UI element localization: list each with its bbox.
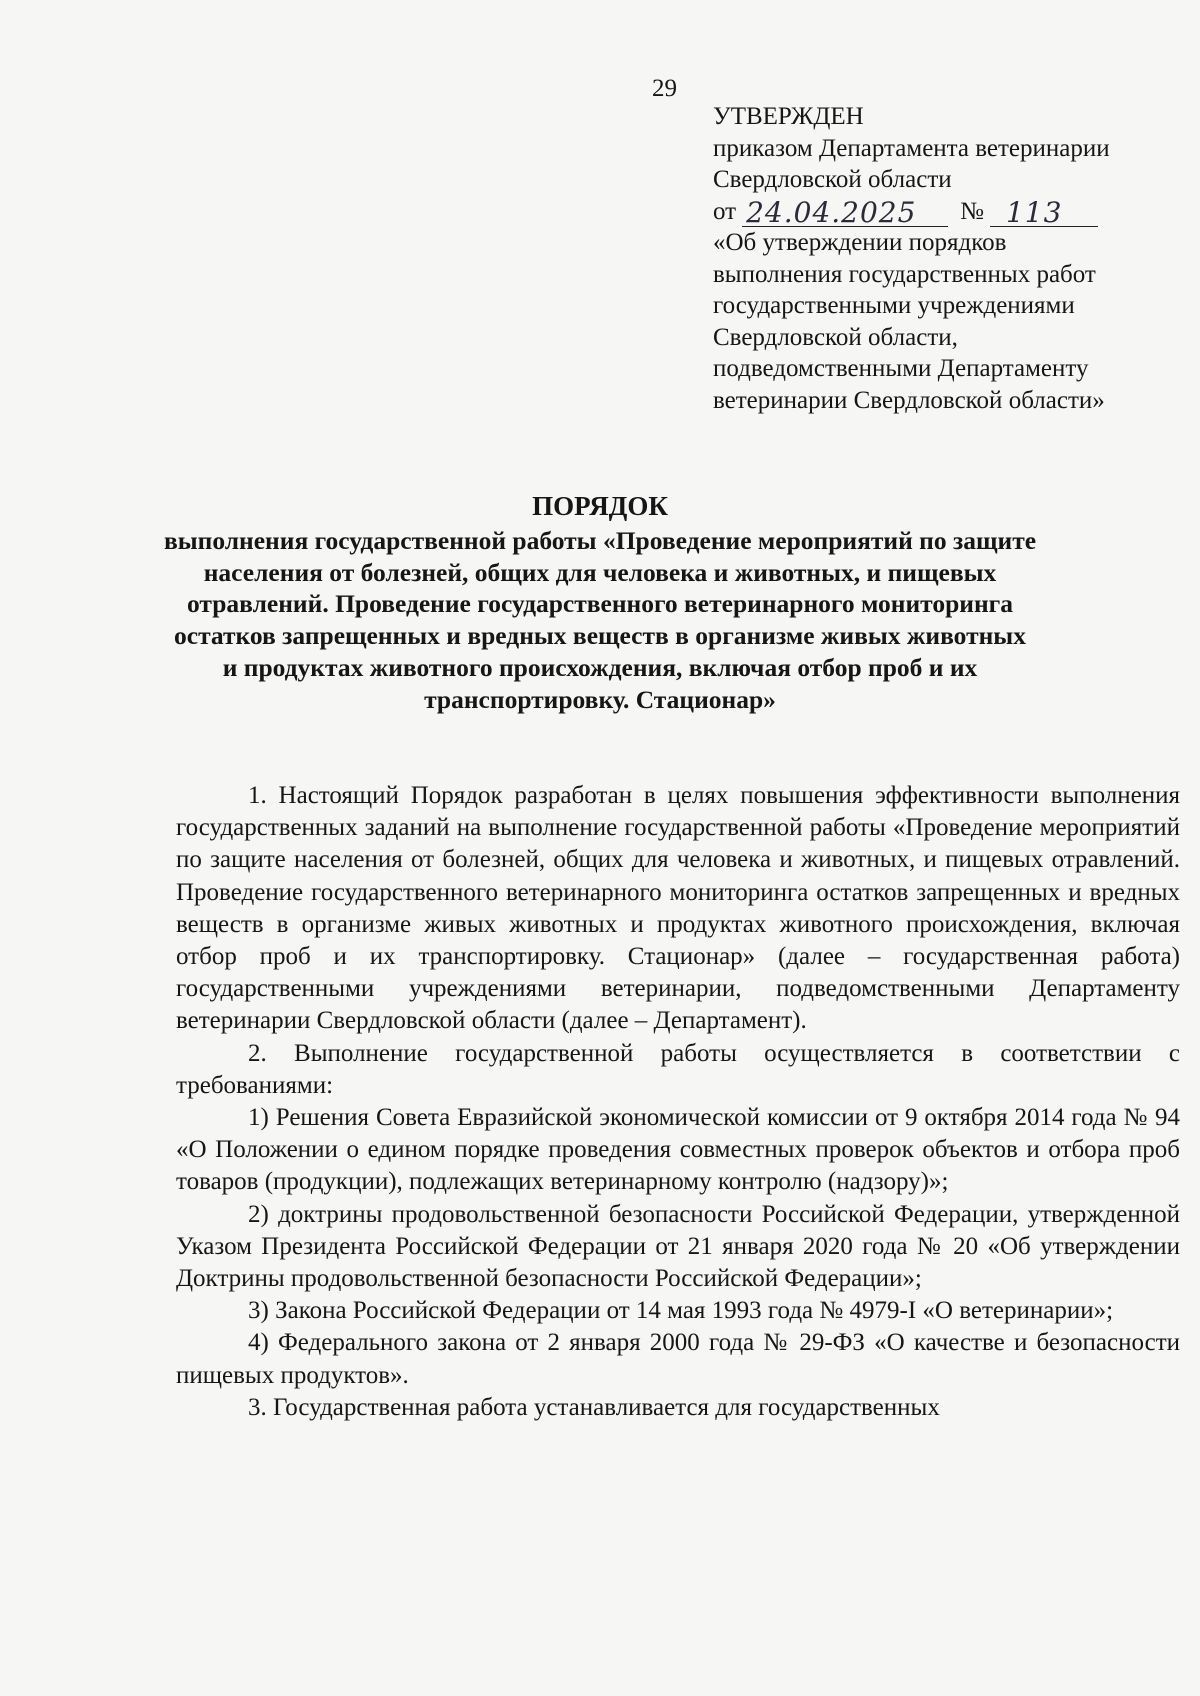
- document-title-line: транспортировку. Стационар»: [424, 684, 776, 714]
- document-title-line: остатков запрещенных и вредных веществ в организме живых животных: [174, 621, 1026, 651]
- document-title-line: и продуктах животного происхождения, включая отбор проб и их: [222, 652, 978, 682]
- order-title-line: «Об утверждении порядков: [713, 229, 1007, 256]
- order-title-line: ветеринарии Свердловской области»: [713, 386, 1105, 414]
- body-paragraph: 1) Решения Совета Евразийской экономической комиссии от 9 октября 2014 года № 94 «О Положении о едином порядке проведения совместных проверок объектов и отбора проб товаров (продукции), подлежащих ветеринарному контролю (надзору)»;: [176, 1104, 1180, 1196]
- handwritten-number: 113: [1005, 195, 1063, 229]
- order-title-line: государственными учреждениями: [713, 292, 1075, 319]
- order-title-line: выполнения государственных работ: [713, 260, 1096, 288]
- handwritten-date-field: [742, 195, 948, 229]
- document-body: [176, 780, 1180, 1424]
- handwritten-number-field: [990, 195, 1098, 229]
- body-paragraph: 2. Выполнение государственной работы осуществляется в соответствии с требованиями:: [176, 1039, 1180, 1099]
- approval-line-2: Свердловской области: [713, 166, 952, 193]
- approval-stamp-block: [713, 101, 1183, 416]
- date-prefix: от: [713, 197, 737, 225]
- document-title-line: населения от болезней, общих для человека и животных, и пищевых: [203, 557, 997, 587]
- approval-date-number-line: [713, 196, 1183, 228]
- order-title-line: Свердловской области,: [713, 323, 958, 351]
- document-title-line: отравлений. Проведение государственного ветеринарного мониторинга: [187, 589, 1013, 619]
- document-title-main: ПОРЯДОК: [532, 491, 668, 521]
- body-paragraph: 1. Настоящий Порядок разработан в целях повышения эффективности выполнения государственных заданий на выполнение государственной работы «Проведение мероприятий по защите населения от болезней, общих для человека и животных, и пищевых отравлений. Проведение государственного ветеринарного мониторинга остатков запрещенных и вредных веществ в организме живых животных и продуктах животного происхождения, включая отбор проб и их транспортировку. Стационар» (далее – государственная работа) государственными учреждениями ветеринарии, подведомственными Департаменту ветеринарии Свердловской области (далее – Департамент).: [176, 782, 1180, 1035]
- document-title-line: выполнения государственной работы «Проведение мероприятий по защите: [163, 525, 1037, 555]
- document-title: [150, 491, 1050, 716]
- body-paragraph: 2) доктрины продовольственной безопасности Российской Федерации, утвержденной Указом Президента Российской Федерации от 21 января 2020 года № 20 «Об утверждении Доктрины продовольственной безопасности Российской Федерации»;: [176, 1200, 1180, 1293]
- approval-heading: УТВЕРЖДЕН: [713, 103, 864, 130]
- order-title-line: подведомственными Департаменту: [713, 355, 1089, 382]
- approval-line-1: приказом Департамента ветеринарии: [713, 134, 1110, 162]
- body-paragraph: 3) Закона Российской Федерации от 14 мая 1993 года № 4979-I «О ветеринарии»;: [248, 1297, 1114, 1325]
- body-paragraph: 3. Государственная работа устанавливается для государственных: [248, 1393, 940, 1421]
- number-prefix: №: [960, 197, 984, 225]
- body-paragraph: 4) Федерального закона от 2 января 2000 года № 29-ФЗ «О качестве и безопасности пищевых продуктов».: [176, 1329, 1180, 1389]
- handwritten-date: 24.04.2025: [746, 195, 917, 229]
- page-number: 29: [652, 75, 677, 102]
